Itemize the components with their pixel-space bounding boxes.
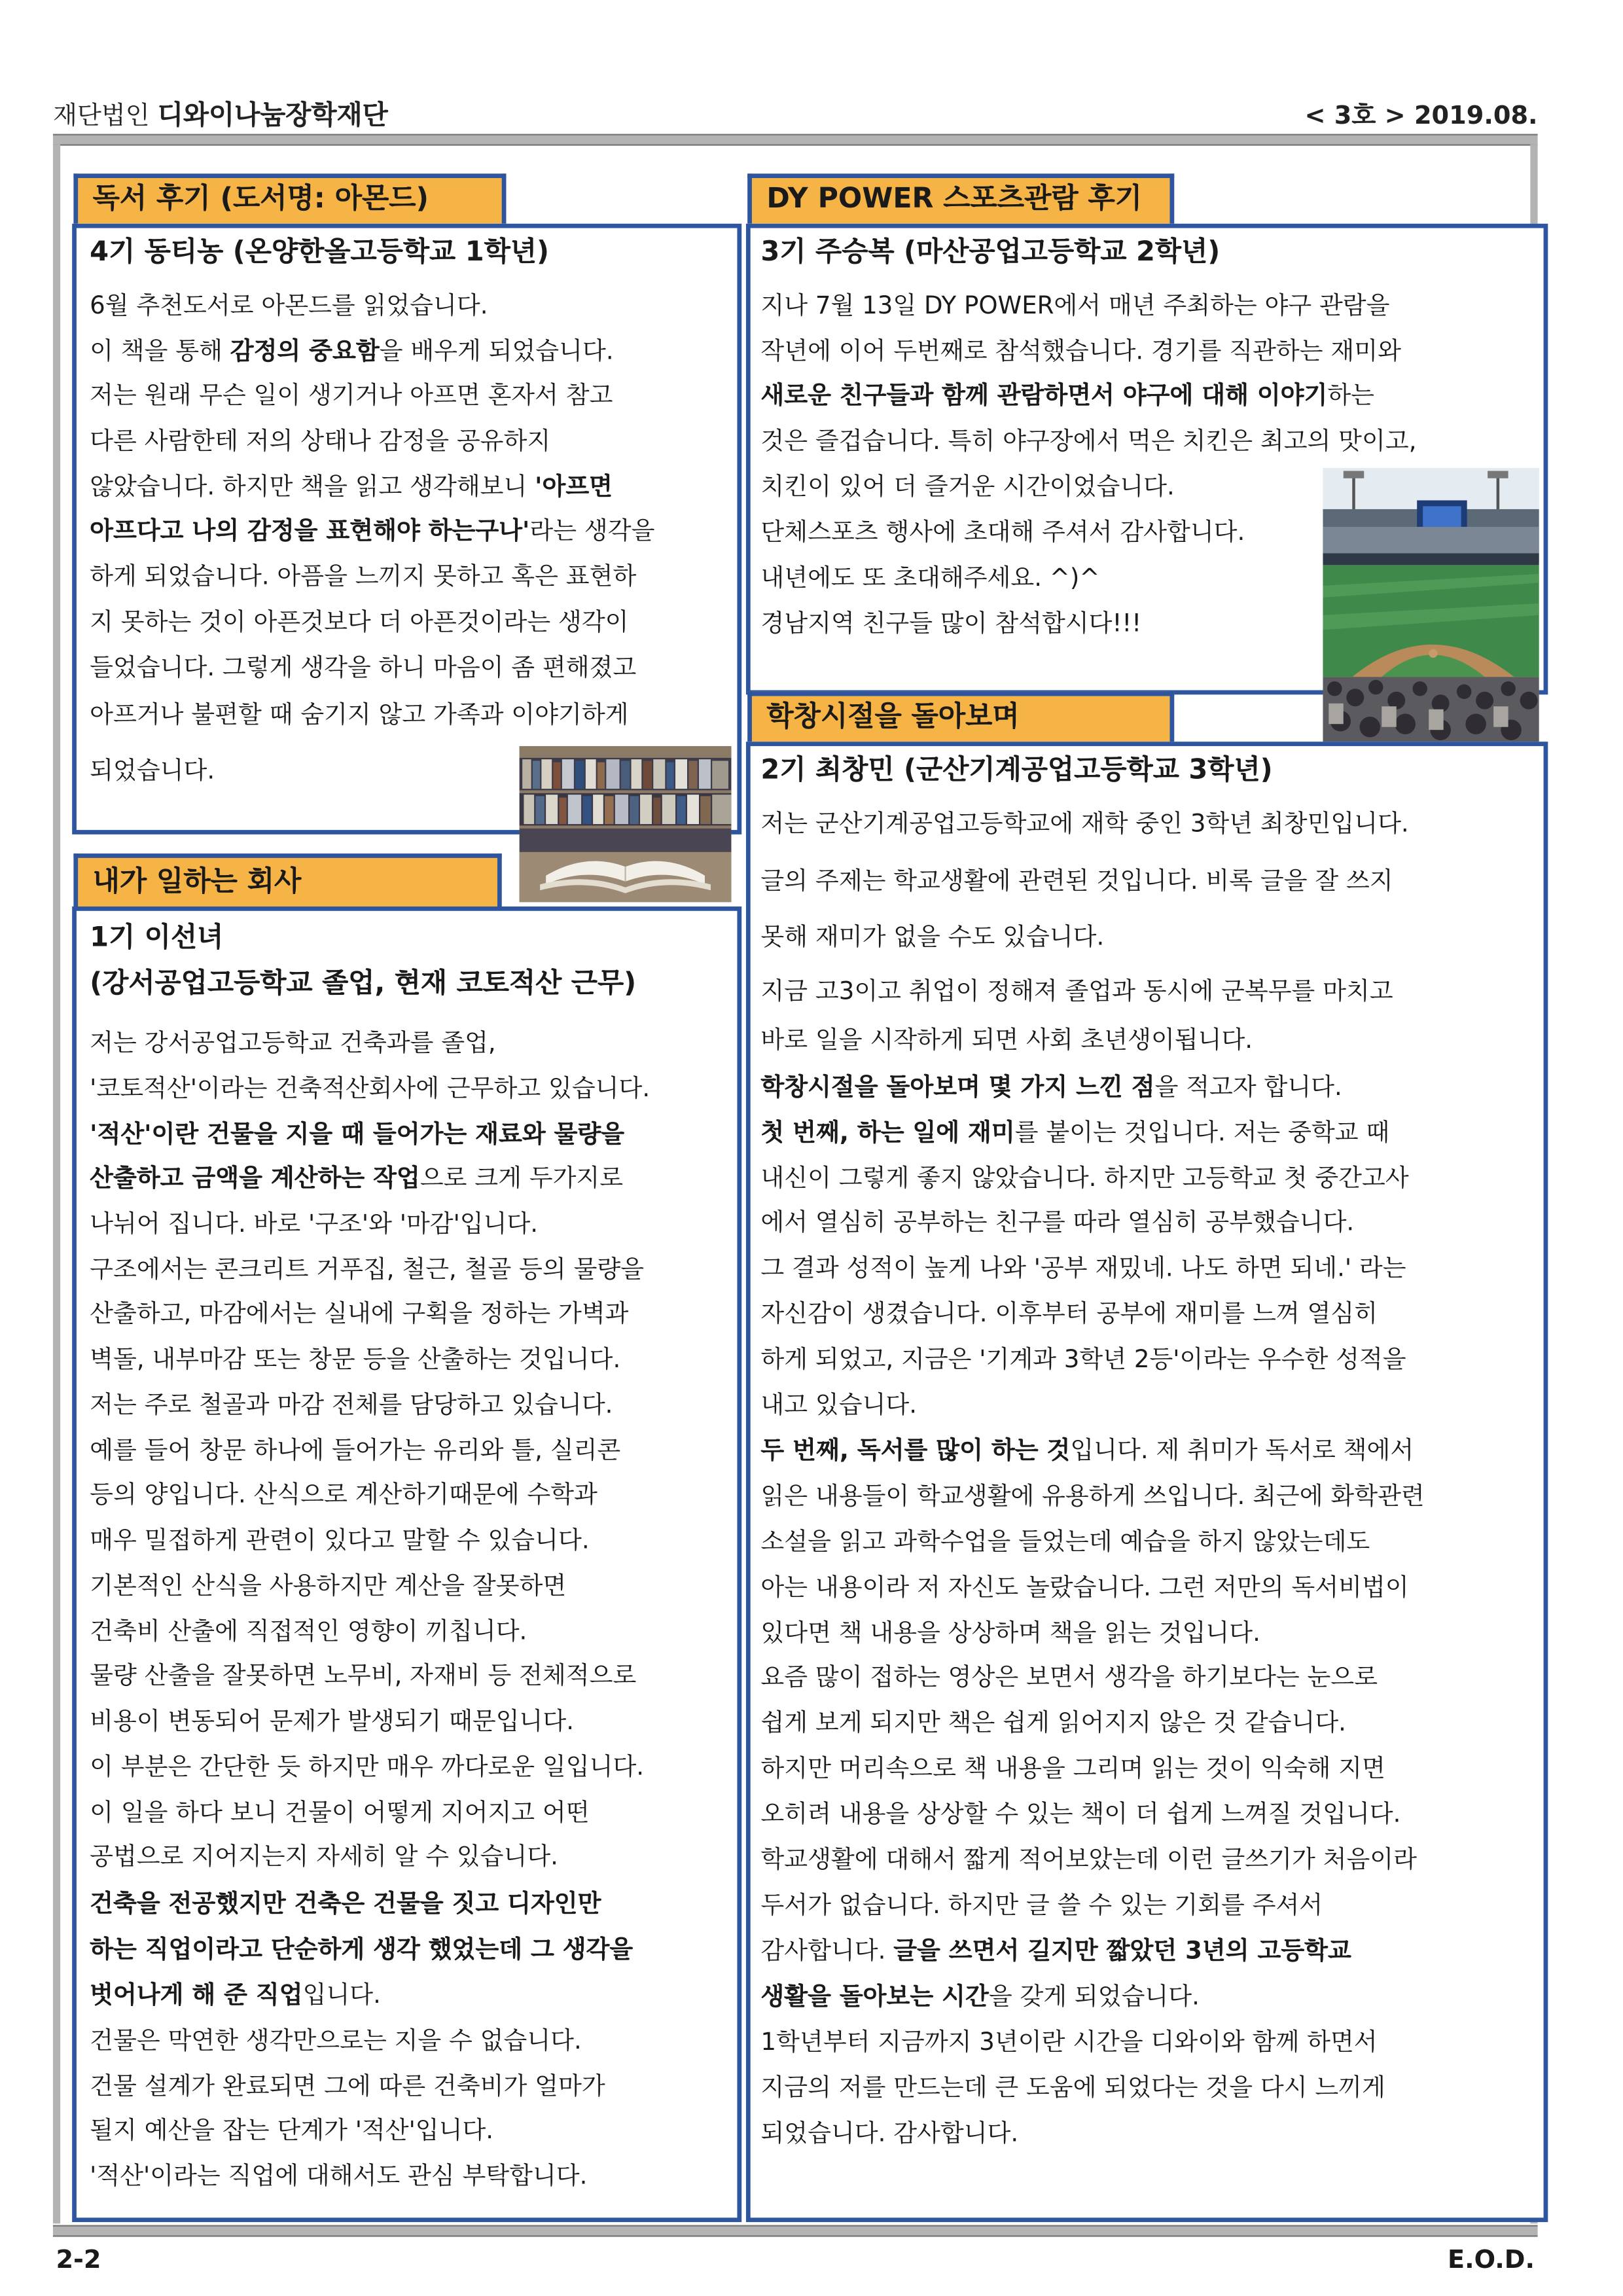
school-line: 학창시절을 돌아보며 몇 가지 느낀 점을 적고자 합니다. [760, 1073, 1342, 1101]
company-line: 저는 주로 철골과 마감 전체를 담당하고 있습니다. [90, 1390, 613, 1419]
school-line: 생활을 돌아보는 시간을 갖게 되었습니다. [760, 1982, 1200, 2011]
school-line: 아는 내용이라 저 자신도 놀랐습니다. 그런 저만의 독서비법이 [760, 1573, 1409, 1602]
tab-reading-review [73, 173, 506, 223]
company-line: 예를 들어 창문 하나에 들어가는 유리와 틀, 실리콘 [90, 1436, 621, 1465]
reading-line: 6월 추천도서로 아몬드를 읽었습니다. [90, 291, 488, 319]
school-line: 첫 번째, 하는 일에 재미를 붙이는 것입니다. 저는 중학교 때 [760, 1118, 1390, 1147]
company-author-name: 1기 이선녀 [90, 922, 224, 954]
sports-line: 경남지역 친구들 많이 참석합시다!!! [760, 609, 1142, 637]
school-line: 못해 재미가 없을 수도 있습니다. [760, 922, 1105, 951]
reading-line: 들었습니다. 그렇게 생각을 하니 마음이 좀 편해졌고 [90, 653, 637, 682]
company-line: 이 일을 하다 보니 건물이 어떻게 지어지고 어떤 [90, 1798, 590, 1827]
school-line: 감사합니다. 글을 쓰면서 길지만 짧았던 3년의 고등학교 [760, 1936, 1351, 1965]
tab-sports-review-label: DY POWER 스포츠관람 후기 [766, 182, 1143, 215]
tab-my-company-label: 내가 일하는 회사 [92, 865, 302, 898]
company-line: '적산'이란 건물을 지을 때 들어가는 재료와 물량을 [90, 1120, 625, 1148]
school-line: 있다면 책 내용을 상상하며 책을 읽는 것입니다. [760, 1619, 1260, 1647]
school-line: 학교생활에 대해서 짧게 적어보았는데 이런 글쓰기가 처음이라 [760, 1845, 1417, 1874]
tab-school-days-label: 학창시절을 돌아보며 [766, 700, 1020, 733]
sports-line: 내년에도 또 초대해주세요. ^)^ [760, 564, 1100, 592]
school-line: 1학년부터 지금까지 3년이란 시간을 디와이와 함께 하면서 [760, 2028, 1378, 2056]
reading-line: 아프거나 불편할 때 숨기지 않고 가족과 이야기하게 [90, 700, 629, 728]
company-author-detail: (강서공업고등학교 졸업, 현재 코토적산 근무) [90, 968, 637, 999]
reading-line: 저는 원래 무슨 일이 생기거나 아프면 혼자서 참고 [90, 381, 613, 410]
school-line: 두서가 없습니다. 하지만 글 쓸 수 있는 기회를 주셔서 [760, 1891, 1323, 1919]
company-line: 산출하고 금액을 계산하는 작업으로 크게 두가지로 [90, 1164, 624, 1193]
school-line: 쉽게 보게 되지만 책은 쉽게 읽어지지 않은 것 같습니다. [760, 1708, 1347, 1737]
issue-number: < 3호 > 2019.08. [1304, 101, 1538, 132]
sports-line: 단체스포츠 행사에 초대해 주셔서 감사합니다. [760, 518, 1245, 547]
company-line: 공법으로 지어지는지 자세히 알 수 있습니다. [90, 1842, 558, 1871]
org-name: 디와이나눔장학재단 [157, 99, 388, 132]
school-line: 바로 일을 시작하게 되면 사회 초년생이됩니다. [760, 1026, 1253, 1054]
page-number: 2-2 [56, 2246, 101, 2276]
school-line: 두 번째, 독서를 많이 하는 것입니다. 제 취미가 독서로 책에서 [760, 1436, 1414, 1465]
company-line: 물량 산출을 잘못하면 노무비, 자재비 등 전체적으로 [90, 1661, 637, 1690]
company-line: 기본적인 산식을 사용하지만 계산을 잘못하면 [90, 1571, 567, 1600]
tab-school-days [747, 692, 1174, 742]
company-line: 등의 양입니다. 산식으로 계산하기때문에 수학과 [90, 1480, 597, 1509]
school-line: 하게 되었고, 지금은 '기계과 3학년 2등'이라는 우수한 성적을 [760, 1345, 1406, 1373]
school-line: 그 결과 성적이 높게 나와 '공부 재밌네. 나도 하면 되네.' 라는 [760, 1253, 1406, 1282]
school-line: 되었습니다. 감사합니다. [760, 2119, 1019, 2147]
tab-my-company [73, 853, 501, 906]
company-line: 건축을 전공했지만 건축은 건물을 짓고 디자인만 [90, 1889, 601, 1918]
school-line: 저는 군산기계공업고등학교에 재학 중인 3학년 최창민입니다. [760, 809, 1409, 838]
school-line: 읽은 내용들이 학교생활에 유용하게 쓰입니다. 최근에 화학관련 [760, 1482, 1425, 1510]
foundation-name [53, 94, 388, 132]
bottom-rule [53, 2225, 1538, 2237]
bookshelf-photo [520, 746, 732, 902]
company-line: 이 부분은 간단한 듯 하지만 매우 까다로운 일입니다. [90, 1752, 645, 1781]
baseball-stadium-photo [1323, 468, 1539, 745]
school-line: 지금의 저를 만드는데 큰 도움에 되었다는 것을 다시 느끼게 [760, 2073, 1385, 2102]
school-line: 소설을 읽고 과학수업을 들었는데 예습을 하지 않았는데도 [760, 1527, 1370, 1556]
company-line: 매우 밀접하게 관련이 있다고 말할 수 있습니다. [90, 1526, 590, 1554]
tab-sports-review [747, 173, 1174, 223]
sports-line: 치킨이 있어 더 즐거운 시간이었습니다. [760, 472, 1175, 501]
school-author: 2기 최창민 (군산기계공업고등학교 3학년) [760, 755, 1273, 786]
baseball-stadium-photo-art [1323, 468, 1539, 745]
company-line: 벽돌, 내부마감 또는 창문 등을 산출하는 것입니다. [90, 1345, 621, 1373]
company-line: 산출하고, 마감에서는 실내에 구획을 정하는 가벽과 [90, 1299, 629, 1328]
my-company-box [72, 906, 741, 2222]
company-line: 하는 직업이라고 단순하게 생각 했었는데 그 생각을 [90, 1935, 633, 1964]
company-line: 건물은 막연한 생각만으로는 지을 수 없습니다. [90, 2026, 582, 2054]
company-line: '코토적산'이라는 건축적산회사에 근무하고 있습니다. [90, 1074, 651, 1103]
company-line: 저는 강서공업고등학교 건축과를 졸업, [90, 1028, 496, 1057]
company-line: 될지 예산을 잡는 단계가 '적산'입니다. [90, 2116, 494, 2144]
bookshelf-photo-art [520, 746, 732, 902]
reading-line: 않았습니다. 하지만 책을 읽고 생각해보니 '아프면 [90, 472, 613, 501]
company-line: 벗어나게 해 준 직업입니다. [90, 1981, 381, 2009]
school-line: 내신이 그렇게 좋지 않았습니다. 하지만 고등학교 첫 중간고사 [760, 1164, 1409, 1193]
school-line: 지금 고3이고 취업이 정해져 졸업과 동시에 군복무를 마치고 [760, 977, 1393, 1005]
school-line: 오히려 내용을 상상할 수 있는 책이 더 쉽게 느껴질 것입니다. [760, 1799, 1401, 1828]
org-prefix: 재단법인 [52, 101, 150, 132]
company-line: 비용이 변동되어 문제가 발생되기 때문입니다. [90, 1707, 575, 1735]
company-line: 건축비 산출에 직접적인 영향이 끼칩니다. [90, 1617, 527, 1645]
school-line: 요즘 많이 접하는 영상은 보면서 생각을 하기보다는 눈으로 [760, 1662, 1378, 1691]
company-line: 건물 설계가 완료되면 그에 따른 건축비가 얼마가 [90, 2072, 605, 2100]
end-of-document: E.O.D. [1448, 2246, 1535, 2276]
reading-line: 하게 되었습니다. 아픔을 느끼지 못하고 혹은 표현하 [90, 562, 637, 590]
reading-line: 아프다고 나의 감정을 표현해야 하는구나'라는 생각을 [90, 516, 655, 545]
reading-line: 되었습니다. [90, 756, 215, 785]
reading-author: 4기 동티농 (온양한올고등학교 1학년) [90, 236, 550, 268]
school-line: 글의 주제는 학교생활에 관련된 것입니다. 비록 글을 잘 쓰지 [760, 867, 1393, 895]
school-line: 에서 열심히 공부하는 친구를 따라 열심히 공부했습니다. [760, 1208, 1355, 1236]
company-line: 구조에서는 콘크리트 거푸집, 철근, 철골 등의 물량을 [90, 1255, 645, 1283]
tab-reading-review-label: 독서 후기 (도서명: 아몬드) [92, 182, 429, 215]
school-line: 자신감이 생겼습니다. 이후부터 공부에 재미를 느껴 열심히 [760, 1299, 1378, 1328]
reading-line: 다른 사람한테 저의 상태나 감정을 공유하지 [90, 427, 551, 455]
sports-author: 3기 주승복 (마산공업고등학교 2학년) [760, 236, 1221, 268]
reading-line: 이 책을 통해 감정의 중요함을 배우게 되었습니다. [90, 336, 614, 365]
reading-line: 지 못하는 것이 아픈것보다 더 아픈것이라는 생각이 [90, 607, 629, 636]
frame-left [53, 144, 60, 2223]
company-line: '적산'이라는 직업에 대해서도 관심 부탁합니다. [90, 2161, 588, 2190]
company-line: 나뉘어 집니다. 바로 '구조'와 '마감'입니다. [90, 1210, 539, 1238]
sports-line: 작년에 이어 두번째로 참석했습니다. 경기를 직관하는 재미와 [760, 336, 1401, 365]
school-line: 하지만 머리속으로 책 내용을 그리며 읽는 것이 익숙해 지면 [760, 1754, 1385, 1782]
sports-line: 지나 7월 13일 DY POWER에서 매년 주최하는 야구 관람을 [760, 291, 1390, 319]
top-rule [53, 134, 1538, 146]
sports-line: 것은 즐겁습니다. 특히 야구장에서 먹은 치킨은 최고의 맛이고, [760, 427, 1417, 455]
school-line: 내고 있습니다. [760, 1390, 918, 1419]
sports-line: 새로운 친구들과 함께 관람하면서 야구에 대해 이야기하는 [760, 381, 1375, 410]
